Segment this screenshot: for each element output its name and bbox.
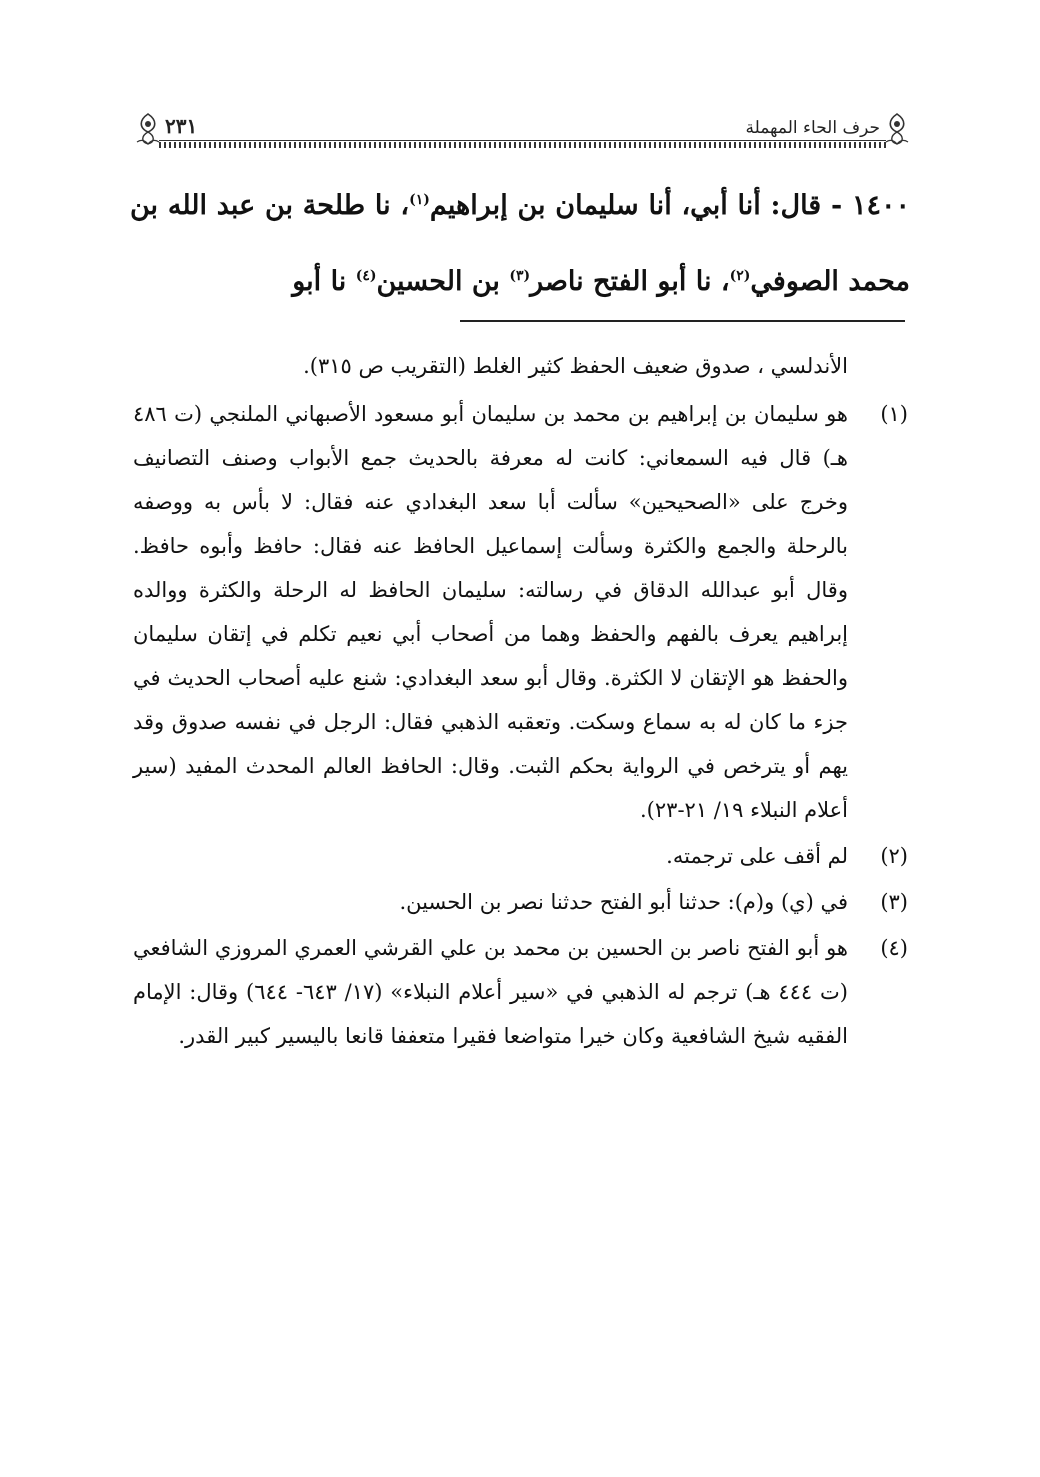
hadith-text-part: نا أبو (292, 266, 356, 297)
header-rule (159, 142, 886, 148)
footnote-ref-1: (١) (409, 192, 430, 208)
footnote-text: في (ي) و(م): حدثنا أبو الفتح حدثنا نصر بن الحسين. (399, 890, 848, 914)
footnote-text: هو سليمان بن إبراهيم بن محمد بن سليمان أبو مسعود الأصبهاني الملنجي (ت ٤٨٦ هـ) قال فيه السمعاني: كانت له معرفة بالحديث جمع الأبواب وصنف التصانيف وخرج على «الصحيحين» سألت أبا سعد البغدادي عنه فقال: لا بأس به ووصفه بالرحلة والجمع والكثرة وسألت إسماعيل الحافظ عنه فقال: حافظ وأبوه حافظ. وقال أبو عبدالله الدقاق في رسالته: سليمان الحافظ له الرحلة والكثرة ووالده إبراهيم يعرف بالفهم والحفظ وهما من أصحاب أبي نعيم تكلم في إتقان سليمان والحفظ هو الإتقان لا الكثرة. وقال أبو سعد البغدادي: شنع عليه أصحاب الحديث في جزء ما كان له به سماع وسكت. وتعقبه الذهبي فقال: الرجل في نفسه صدوق وقد يهم أو يترخص في الرواية بحكم الثبت. وقال: الحافظ العالم المحدث المفيد (سير أعلام النبلاء ١٩/ ٢١-٢٣). (133, 402, 848, 822)
footnote-item (133, 880, 908, 924)
footnote-item (133, 834, 908, 878)
footnote-item (133, 392, 908, 832)
header-title: حرف الحاء المهملة (745, 118, 880, 138)
hadith-text-part: ، نا أبو الفتح ناصر (530, 266, 730, 297)
footnote-item (133, 926, 908, 1058)
footnote-continuation: الأندلسي ، صدوق ضعيف الحفظ كثير الغلط (التقريب ص ٣١٥). (303, 354, 848, 378)
hadith-paragraph (130, 168, 910, 320)
running-header (135, 110, 910, 150)
footnote-ref-3: (٣) (509, 268, 531, 284)
hadith-text-part: ١٤٠٠ - قال: أنا أبي، أنا سليمان بن إبراهيم (429, 190, 910, 221)
hadith-text-part: ، نا طلحة بن عبد الله بن محمد الصوفي (130, 190, 910, 297)
footnotes (133, 344, 908, 1058)
footnote-number: (٢) (880, 844, 908, 868)
footnote-ref-2: (٢) (729, 268, 751, 284)
hadith-text (130, 168, 910, 320)
hadith-text-part: بن الحسين (376, 266, 510, 297)
footnote-text: لم أقف على ترجمته. (666, 844, 848, 868)
header-ornament-right-icon (884, 112, 910, 146)
header-ornament-left-icon (135, 112, 161, 146)
footnote-number: (٤) (880, 936, 908, 960)
footnote-separator (460, 320, 905, 322)
page-number: ٢٣١ (165, 114, 198, 138)
footnote-text: هو أبو الفتح ناصر بن الحسين بن محمد بن علي القرشي العمري المروزي الشافعي (ت ٤٤٤ هـ) ترجم له الذهبي في «سير أعلام النبلاء» (١٧/ ٦٤٣- ٦٤٤) وقال: الإمام الفقيه شيخ الشافعية وكان خيرا متواضعا فقيرا متعففا قانعا باليسير كبير القدر. (133, 936, 848, 1048)
footnote-number: (١) (880, 402, 908, 426)
footnote-number: (٣) (880, 890, 908, 914)
footnote-ref-4: (٤) (355, 268, 377, 284)
